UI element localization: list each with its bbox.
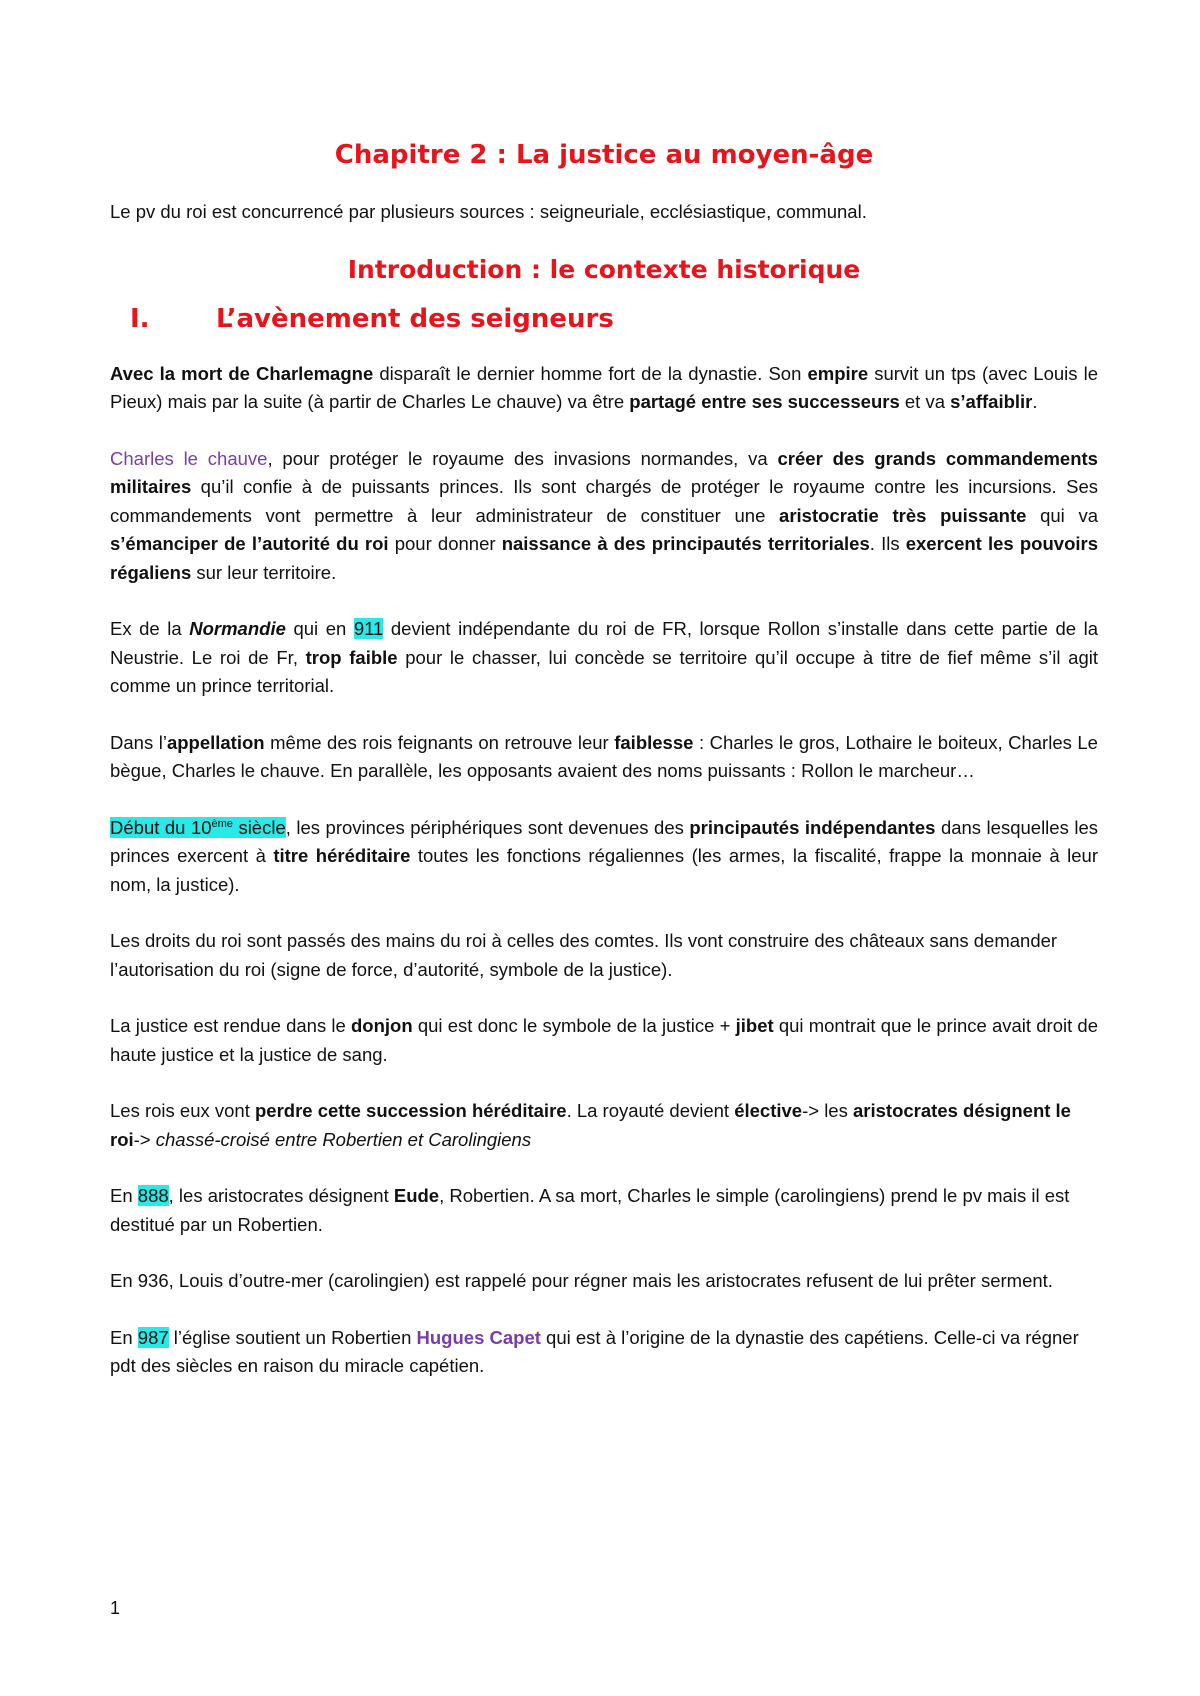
text: Début du 10 <box>110 816 212 838</box>
subsection-number: I. <box>130 303 150 334</box>
bold-text: s’affaiblir <box>950 391 1033 412</box>
text: . Ils <box>869 533 906 554</box>
italic-text: chassé-croisé entre Robertien et Carolingiens <box>155 1128 532 1150</box>
text: -> <box>133 1128 156 1150</box>
highlighted-date <box>110 817 286 838</box>
paragraph-5 <box>110 814 1098 900</box>
text: disparaît le dernier homme fort de la dynastie. Son <box>373 362 808 384</box>
superscript: ème <box>211 817 233 830</box>
bold-text: partagé entre ses successeurs <box>629 391 900 412</box>
bold-text: élective <box>734 1100 803 1121</box>
text: qui va <box>1026 504 1098 526</box>
paragraph-11 <box>110 1324 1098 1381</box>
bold-text: faiblesse <box>614 731 694 753</box>
intro-line: Le pv du roi est concurrencé par plusieurs sources : seigneuriale, ecclésiastique, communal. <box>110 201 867 222</box>
text: qui en <box>285 618 354 639</box>
text: : Charles le gros, Lothaire le boiteux, Charles Le bègue, Charles le chauve. En parallèle, les opposants avaient des noms puissants : Rollon le marcheur… <box>110 731 1098 781</box>
person-name: Hugues Capet <box>416 1326 541 1348</box>
bold-text: titre héréditaire <box>273 845 411 866</box>
text: Dans l’ <box>110 731 167 753</box>
text: qui est donc le symbole de la justice + <box>412 1015 736 1036</box>
text: Les rois eux vont <box>110 1100 255 1121</box>
text: . <box>1032 391 1038 412</box>
text: dans lesquelles les princes exercent à <box>110 816 1098 866</box>
text: , les aristocrates désignent <box>168 1185 394 1206</box>
text: même des rois feignants on retrouve leur <box>264 731 615 753</box>
highlighted-date: 911 <box>353 618 384 639</box>
paragraph-6: Les droits du roi sont passés des mains du roi à celles des comtes. Ils vont construire des châteaux sans demander l’autorisation du roi (signe de force, d’autorité, symbole de la justice). <box>110 930 1058 980</box>
paragraph-1 <box>110 360 1098 417</box>
page-content <box>110 140 1098 1409</box>
bold-text: principautés indépendantes <box>689 816 936 838</box>
bold-text: aristocratie très puissante <box>779 504 1027 526</box>
bold-text: Eude <box>393 1185 440 1206</box>
text: siècle <box>232 816 286 838</box>
text: sur leur territoire. <box>191 561 337 583</box>
bold-text: naissance à des principautés territoriales <box>501 533 870 554</box>
text: , les provinces périphériques sont devenues des <box>285 816 690 838</box>
bold-text: aristocrates désignent le roi <box>110 1100 1071 1150</box>
bold-italic-text: Normandie <box>189 618 286 639</box>
page-number: 1 <box>110 1598 121 1618</box>
subsection-heading <box>110 304 1098 334</box>
bold-text: s’émanciper de l’autorité du roi <box>110 533 389 554</box>
paragraph-8 <box>110 1097 1098 1154</box>
bold-text: donjon <box>351 1015 413 1036</box>
bold-text: trop faible <box>305 646 398 668</box>
text: La justice est rendue dans le <box>110 1015 351 1036</box>
highlighted-date: 888 <box>137 1185 169 1206</box>
text: qui montrait que le prince avait droit de haute justice et la justice de sang. <box>110 1015 1099 1065</box>
section-heading: Introduction : le contexte historique <box>347 254 861 284</box>
text: qui est à l’origine de la dynastie des capétiens. Celle-ci va régner pdt des siècles en raison du miracle capétien. <box>110 1326 1079 1376</box>
text: , Robertien. A sa mort, Charles le simple (carolingiens) prend le pv mais il est destitué par un Robertien. <box>110 1185 1070 1235</box>
highlighted-date: 987 <box>137 1326 169 1348</box>
text: l’église soutient un Robertien <box>168 1326 417 1348</box>
text: -> les <box>802 1100 853 1121</box>
text: En <box>110 1185 138 1206</box>
bold-text: exercent les pouvoirs régaliens <box>110 533 1098 583</box>
bold-text: créer des grands commandements militaires <box>110 447 1098 497</box>
bold-text: empire <box>807 362 869 384</box>
bold-text: jibet <box>735 1015 774 1036</box>
text: toutes les fonctions régaliennes (les armes, la fiscalité, frappe la monnaie à leur nom, la justice). <box>110 845 1099 895</box>
paragraph-3 <box>110 615 1098 701</box>
bold-text: appellation <box>166 731 265 753</box>
paragraph-4 <box>110 729 1098 786</box>
text: En <box>110 1326 138 1348</box>
bold-text: Avec la mort de Charlemagne <box>110 362 374 384</box>
text: pour donner <box>388 533 502 554</box>
text: survit un tps (avec Louis le Pieux) mais par la suite (à partir de Charles Le chauve) va être <box>110 362 1099 412</box>
person-name: Charles le chauve <box>110 447 268 469</box>
text: , pour protéger le royaume des invasions normandes, va <box>267 447 778 469</box>
bold-text: perdre cette succession héréditaire <box>255 1100 567 1121</box>
text: et va <box>899 391 951 412</box>
text: . La royauté devient <box>566 1100 735 1121</box>
paragraph-2 <box>110 445 1098 588</box>
paragraph-9 <box>110 1182 1098 1239</box>
text: Ex de la <box>110 618 190 639</box>
paragraph-10: En 936, Louis d’outre-mer (carolingien) est rappelé pour régner mais les aristocrates refusent de lui prêter serment. <box>110 1270 1053 1291</box>
paragraph-7 <box>110 1012 1098 1069</box>
chapter-title: Chapitre 2 : La justice au moyen-âge <box>334 140 874 170</box>
text: pour le chasser, lui concède se territoire qu’il occupe à titre de fief même s’il agit comme un prince territorial. <box>110 646 1099 696</box>
subsection-title: L’avènement des seigneurs <box>216 303 614 334</box>
text: devient indépendante du roi de FR, lorsque Rollon s’installe dans cette partie de la Neustrie. Le roi de Fr, <box>110 618 1098 668</box>
text: qu’il confie à de puissants princes. Ils sont chargés de protéger le royaume contre les incursions. Ses commandements vont permettre à leur administrateur de constituer une <box>110 476 1098 526</box>
